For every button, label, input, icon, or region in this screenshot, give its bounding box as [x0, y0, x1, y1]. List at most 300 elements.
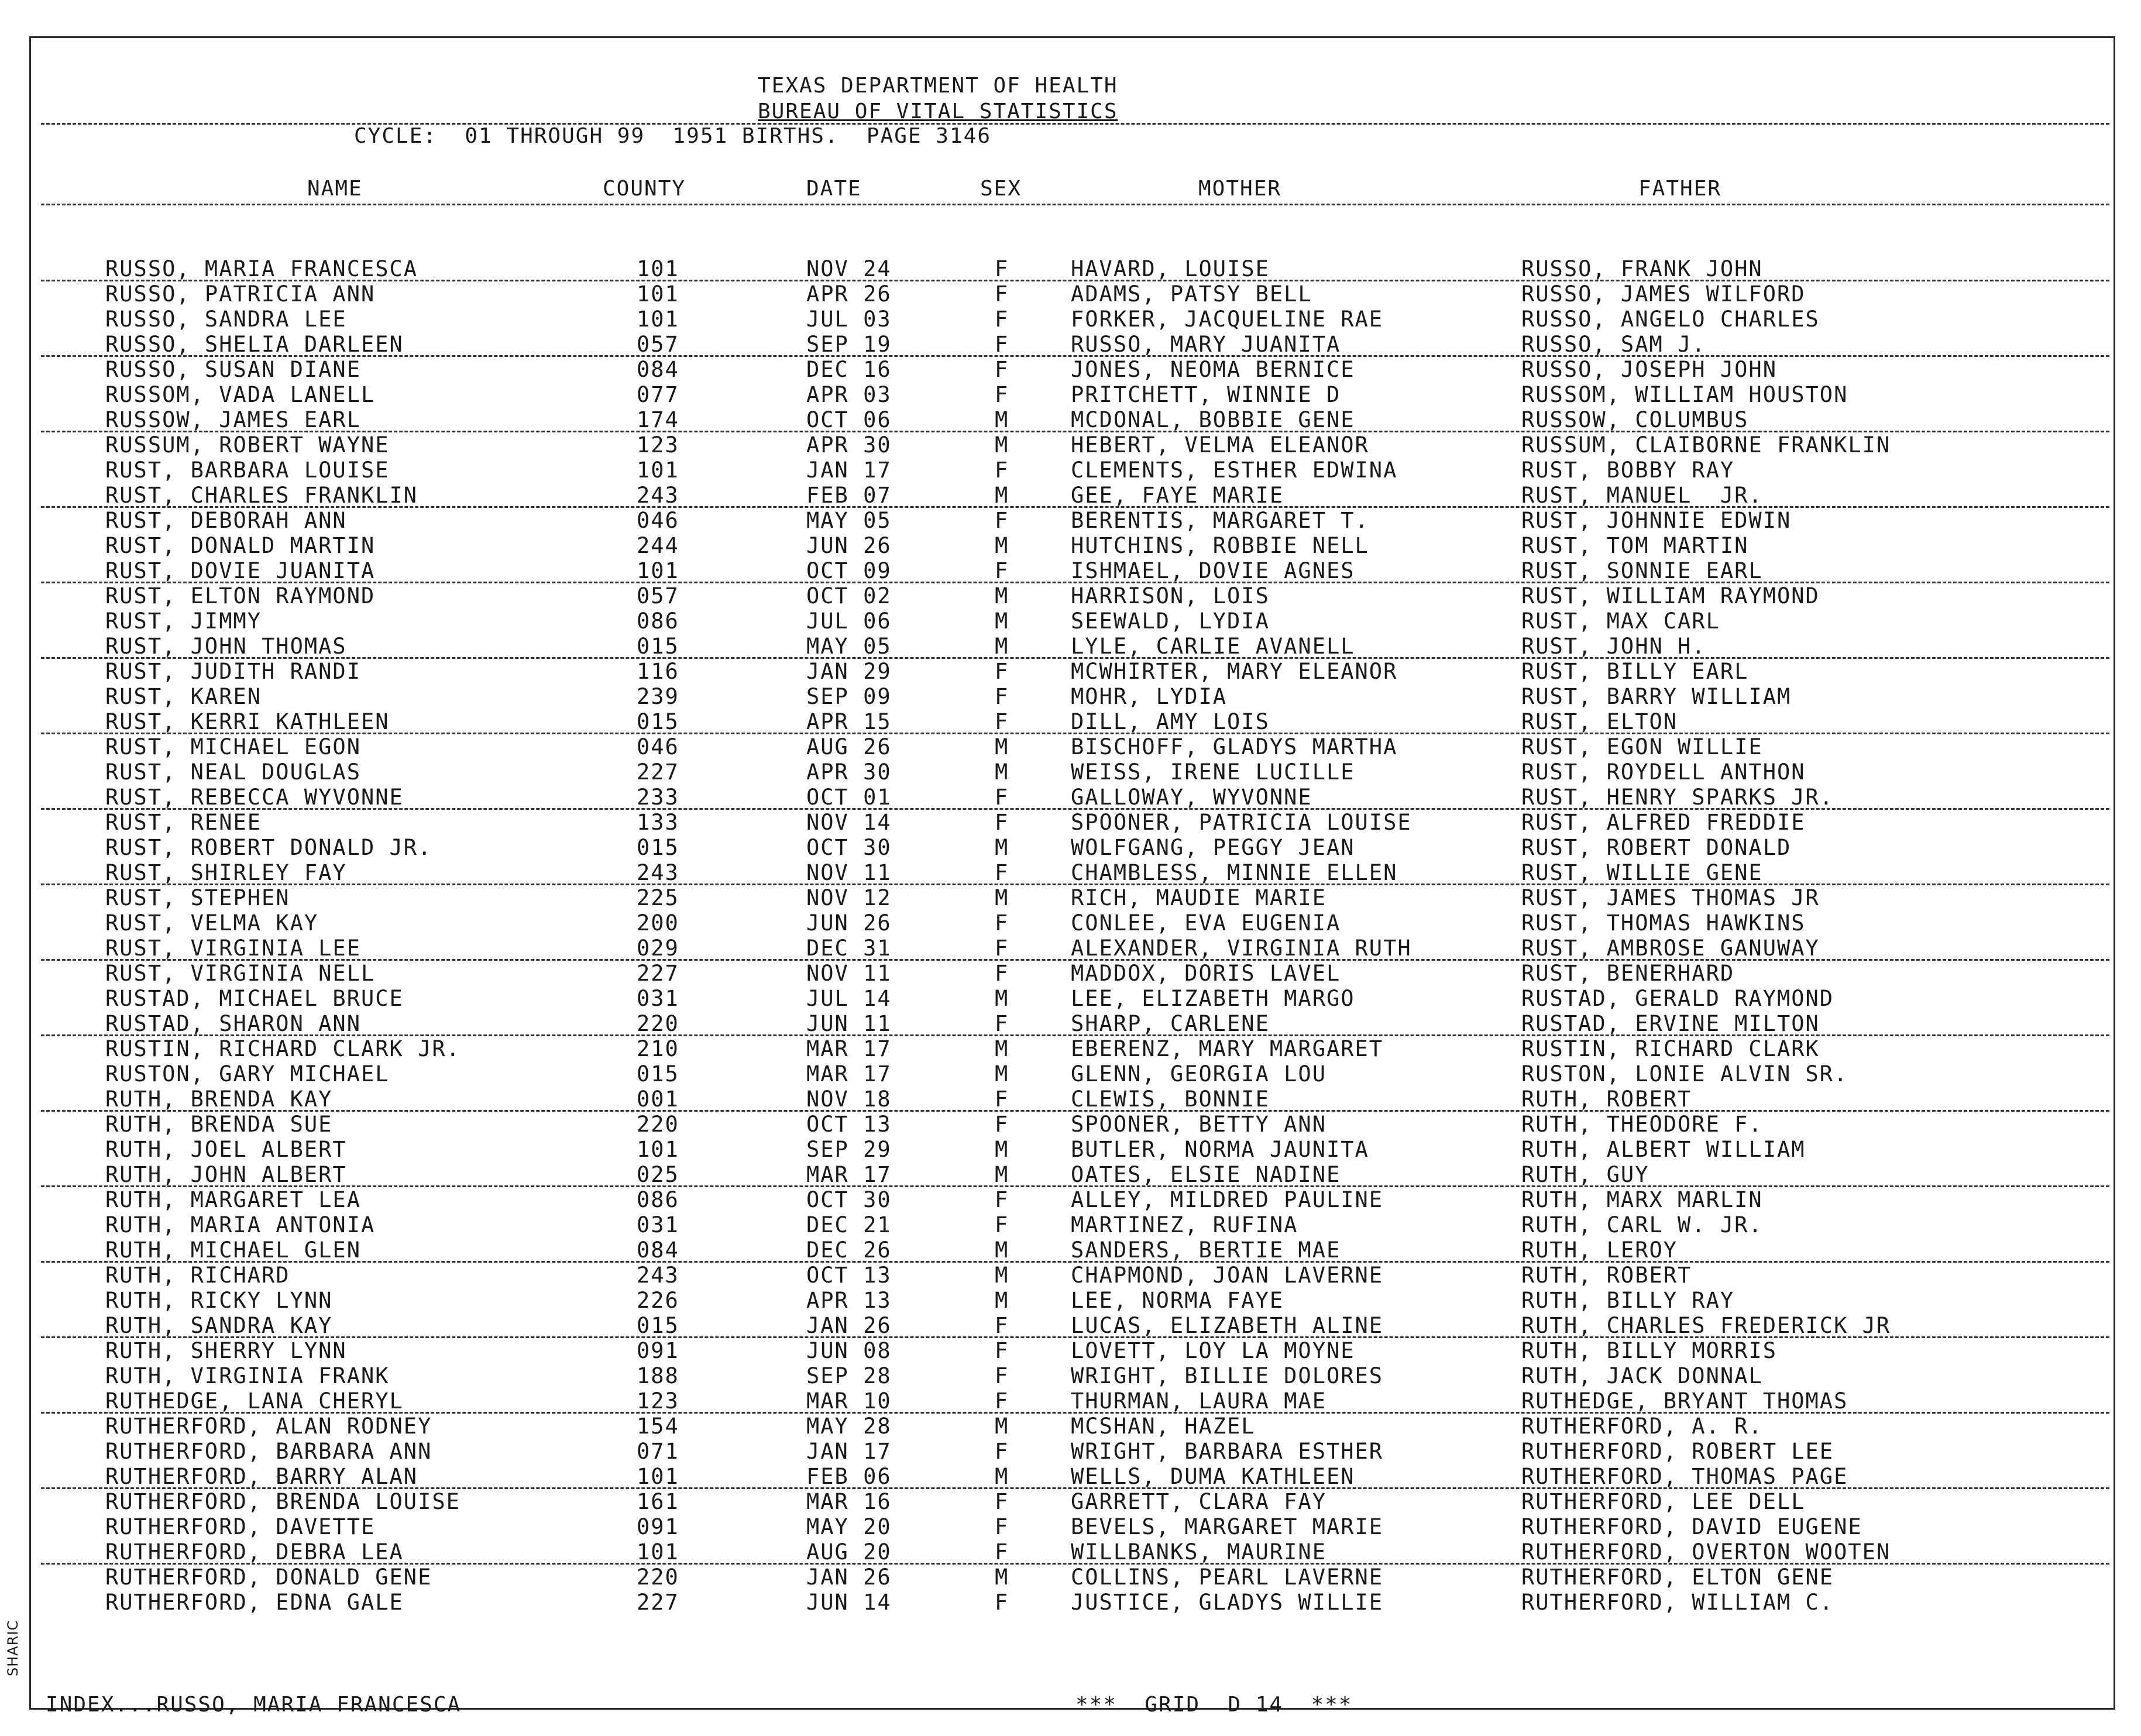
footer-grid: *** GRID D 14 ***	[1075, 1693, 1353, 1717]
cell-date: APR 03	[806, 382, 892, 407]
cell-mother: HAVARD, LOUISE	[1071, 256, 1270, 281]
cell-mother: BISCHOFF, GLADYS MARTHA	[1071, 734, 1398, 759]
cell-county: 086	[637, 1187, 679, 1212]
cell-county: 161	[637, 1489, 679, 1514]
cell-county: 046	[637, 734, 679, 759]
cell-date: AUG 26	[806, 734, 892, 759]
cell-date: JAN 29	[806, 659, 892, 684]
cell-date: MAR 17	[806, 1061, 892, 1087]
cell-name: RUSTON, GARY MICHAEL	[105, 1061, 390, 1087]
cell-name: RUST, KAREN	[105, 684, 262, 709]
cell-father: RUST, BARRY WILLIAM	[1521, 684, 1792, 709]
cell-sex: M	[995, 1565, 1009, 1590]
table-row	[0, 1414, 2141, 1439]
cell-sex: F	[995, 1187, 1009, 1212]
cell-county: 057	[637, 583, 679, 609]
cell-sex: F	[995, 508, 1009, 533]
cell-county: 133	[637, 810, 679, 835]
table-row	[0, 1036, 2141, 1061]
table-row	[0, 885, 2141, 910]
table-row	[0, 281, 2141, 307]
cell-sex: M	[995, 432, 1009, 458]
cell-mother: WRIGHT, BARBARA ESTHER	[1071, 1439, 1384, 1464]
cell-sex: M	[995, 1414, 1009, 1439]
table-row	[0, 785, 2141, 810]
cell-mother: LOVETT, LOY LA MOYNE	[1071, 1338, 1355, 1363]
table-row	[0, 1212, 2141, 1237]
cell-father: RUST, BOBBY RAY	[1521, 458, 1735, 483]
cell-sex: M	[995, 986, 1009, 1011]
cell-name: RUST, BARBARA LOUISE	[105, 458, 390, 483]
cell-mother: RUSSO, MARY JUANITA	[1071, 332, 1341, 357]
cell-date: JUL 06	[806, 609, 892, 634]
table-row	[0, 1565, 2141, 1590]
cell-mother: JUSTICE, GLADYS WILLIE	[1071, 1590, 1384, 1615]
cell-name: RUTHERFORD, DAVETTE	[105, 1514, 376, 1539]
cell-mother: CHAMBLESS, MINNIE ELLEN	[1071, 860, 1398, 885]
cell-name: RUSSO, SUSAN DIANE	[105, 357, 361, 382]
cell-sex: F	[995, 1313, 1009, 1338]
table-row	[0, 458, 2141, 483]
cell-mother: BEVELS, MARGARET MARIE	[1071, 1514, 1384, 1539]
cell-father: RUSSO, FRANK JOHN	[1521, 256, 1763, 281]
cell-date: JAN 26	[806, 1313, 892, 1338]
cell-father: RUTHERFORD, THOMAS PAGE	[1521, 1464, 1848, 1489]
cell-father: RUST, ROBERT DONALD	[1521, 835, 1792, 860]
table-row	[0, 1464, 2141, 1489]
cell-father: RUST, MANUEL JR.	[1521, 483, 1763, 508]
cell-mother: HEBERT, VELMA ELEANOR	[1071, 432, 1369, 458]
cell-mother: LUCAS, ELIZABETH ALINE	[1071, 1313, 1384, 1338]
cell-sex: M	[995, 734, 1009, 759]
cell-name: RUTH, JOEL ALBERT	[105, 1137, 347, 1162]
cell-mother: CLEWIS, BONNIE	[1071, 1087, 1270, 1112]
cell-name: RUTH, JOHN ALBERT	[105, 1162, 347, 1187]
cell-county: 091	[637, 1514, 679, 1539]
cell-county: 123	[637, 1388, 679, 1414]
cell-father: RUTHERFORD, A. R.	[1521, 1414, 1763, 1439]
cell-mother: GEE, FAYE MARIE	[1071, 483, 1284, 508]
cell-name: RUSSUM, ROBERT WAYNE	[105, 432, 390, 458]
cell-name: RUST, VIRGINIA NELL	[105, 961, 376, 986]
table-row	[0, 583, 2141, 609]
cell-county: 233	[637, 785, 679, 810]
cell-sex: F	[995, 1363, 1009, 1388]
cell-county: 154	[637, 1414, 679, 1439]
cell-sex: F	[995, 785, 1009, 810]
cell-mother: BERENTIS, MARGARET T.	[1071, 508, 1369, 533]
table-row	[0, 533, 2141, 558]
cell-sex: F	[995, 1011, 1009, 1036]
cell-sex: F	[995, 1087, 1009, 1112]
cell-name: RUST, ROBERT DONALD JR.	[105, 835, 432, 860]
cell-date: DEC 31	[806, 936, 892, 961]
cell-sex: F	[995, 558, 1009, 583]
cell-father: RUSTAD, ERVINE MILTON	[1521, 1011, 1820, 1036]
cell-sex: F	[995, 256, 1009, 281]
cell-mother: CONLEE, EVA EUGENIA	[1071, 910, 1341, 936]
cell-date: JUN 08	[806, 1338, 892, 1363]
table-row	[0, 659, 2141, 684]
cell-date: OCT 06	[806, 407, 892, 432]
cell-mother: ISHMAEL, DOVIE AGNES	[1071, 558, 1355, 583]
cell-county: 210	[637, 1036, 679, 1061]
cell-date: APR 15	[806, 709, 892, 734]
table-row	[0, 835, 2141, 860]
cell-county: 086	[637, 609, 679, 634]
cell-father: RUSSO, SAM J.	[1521, 332, 1706, 357]
cell-name: RUSSO, MARIA FRANCESCA	[105, 256, 418, 281]
cell-name: RUTH, SANDRA KAY	[105, 1313, 333, 1338]
cell-name: RUST, KERRI KATHLEEN	[105, 709, 390, 734]
cell-name: RUSSO, SANDRA LEE	[105, 307, 347, 332]
cell-name: RUST, ELTON RAYMOND	[105, 583, 376, 609]
cell-date: APR 30	[806, 432, 892, 458]
cell-father: RUST, MAX CARL	[1521, 609, 1720, 634]
cell-county: 220	[637, 1011, 679, 1036]
cell-father: RUTH, CARL W. JR.	[1521, 1212, 1763, 1237]
cell-date: NOV 18	[806, 1087, 892, 1112]
cell-county: 244	[637, 533, 679, 558]
cell-name: RUST, SHIRLEY FAY	[105, 860, 347, 885]
cell-county: 101	[637, 307, 679, 332]
cell-date: SEP 29	[806, 1137, 892, 1162]
cell-date: OCT 01	[806, 785, 892, 810]
cell-county: 015	[637, 835, 679, 860]
cell-father: RUSTON, LONIE ALVIN SR.	[1521, 1061, 1848, 1087]
cell-county: 101	[637, 281, 679, 307]
cell-mother: JONES, NEOMA BERNICE	[1071, 357, 1355, 382]
cell-date: DEC 16	[806, 357, 892, 382]
cell-mother: ALLEY, MILDRED PAULINE	[1071, 1187, 1384, 1212]
cell-sex: M	[995, 1061, 1009, 1087]
cell-county: 227	[637, 759, 679, 785]
cell-mother: SEEWALD, LYDIA	[1071, 609, 1270, 634]
table-row	[0, 1187, 2141, 1212]
cell-county: 220	[637, 1112, 679, 1137]
table-row	[0, 1539, 2141, 1565]
cell-sex: M	[995, 583, 1009, 609]
cell-father: RUSSOW, COLUMBUS	[1521, 407, 1749, 432]
cell-father: RUSSUM, CLAIBORNE FRANKLIN	[1521, 432, 1891, 458]
cell-name: RUST, JOHN THOMAS	[105, 634, 347, 659]
table-row	[0, 1338, 2141, 1363]
cell-county: 001	[637, 1087, 679, 1112]
cell-county: 101	[637, 1464, 679, 1489]
cell-name: RUTHERFORD, EDNA GALE	[105, 1590, 404, 1615]
cell-father: RUSTAD, GERALD RAYMOND	[1521, 986, 1834, 1011]
cell-sex: M	[995, 1036, 1009, 1061]
cell-sex: M	[995, 483, 1009, 508]
cell-date: SEP 19	[806, 332, 892, 357]
cell-father: RUST, WILLIAM RAYMOND	[1521, 583, 1820, 609]
cell-name: RUSSOM, VADA LANELL	[105, 382, 376, 407]
cell-mother: MADDOX, DORIS LAVEL	[1071, 961, 1341, 986]
cell-father: RUST, AMBROSE GANUWAY	[1521, 936, 1820, 961]
cell-name: RUTH, BRENDA SUE	[105, 1112, 333, 1137]
cell-father: RUST, SONNIE EARL	[1521, 558, 1763, 583]
report-title-line1: TEXAS DEPARTMENT OF HEALTH	[758, 74, 1118, 98]
cell-father: RUST, ELTON	[1521, 709, 1678, 734]
table-row	[0, 936, 2141, 961]
cell-sex: M	[995, 1263, 1009, 1288]
cell-date: MAR 17	[806, 1036, 892, 1061]
cell-name: RUST, STEPHEN	[105, 885, 290, 910]
cell-sex: F	[995, 1212, 1009, 1237]
table-row	[0, 1313, 2141, 1338]
cell-mother: WRIGHT, BILLIE DOLORES	[1071, 1363, 1384, 1388]
divider-top	[41, 123, 2109, 125]
cell-date: NOV 14	[806, 810, 892, 835]
cell-county: 116	[637, 659, 679, 684]
cell-county: 123	[637, 432, 679, 458]
cell-county: 084	[637, 357, 679, 382]
cell-county: 243	[637, 1263, 679, 1288]
cell-county: 025	[637, 1162, 679, 1187]
cell-date: NOV 11	[806, 860, 892, 885]
cell-mother: MCWHIRTER, MARY ELEANOR	[1071, 659, 1398, 684]
cell-sex: F	[995, 860, 1009, 885]
cell-sex: F	[995, 910, 1009, 936]
cell-sex: F	[995, 961, 1009, 986]
cell-father: RUTH, ALBERT WILLIAM	[1521, 1137, 1806, 1162]
cell-father: RUTH, ROBERT	[1521, 1263, 1692, 1288]
cell-sex: M	[995, 759, 1009, 785]
cell-father: RUTHERFORD, OVERTON WOOTEN	[1521, 1539, 1891, 1565]
cell-sex: M	[995, 634, 1009, 659]
divider-columns	[41, 204, 2109, 205]
cell-name: RUSSO, SHELIA DARLEEN	[105, 332, 404, 357]
cell-sex: M	[995, 1464, 1009, 1489]
col-header-sex: SEX	[980, 177, 1022, 201]
cell-sex: F	[995, 382, 1009, 407]
cell-mother: LEE, ELIZABETH MARGO	[1071, 986, 1355, 1011]
cell-mother: GARRETT, CLARA FAY	[1071, 1489, 1326, 1514]
cell-date: SEP 28	[806, 1363, 892, 1388]
cell-mother: WOLFGANG, PEGGY JEAN	[1071, 835, 1355, 860]
col-header-father: FATHER	[1638, 177, 1722, 201]
cell-father: RUTH, GUY	[1521, 1162, 1649, 1187]
cell-name: RUST, DONALD MARTIN	[105, 533, 376, 558]
cell-father: RUST, ROYDELL ANTHON	[1521, 759, 1806, 785]
cell-sex: F	[995, 936, 1009, 961]
cell-county: 101	[637, 256, 679, 281]
cell-county: 200	[637, 910, 679, 936]
cell-mother: WILLBANKS, MAURINE	[1071, 1539, 1326, 1565]
table-row	[0, 709, 2141, 734]
cell-county: 225	[637, 885, 679, 910]
cell-sex: M	[995, 1162, 1009, 1187]
cell-name: RUTH, SHERRY LYNN	[105, 1338, 347, 1363]
cell-county: 188	[637, 1363, 679, 1388]
cell-date: NOV 24	[806, 256, 892, 281]
table-row	[0, 1011, 2141, 1036]
cell-county: 057	[637, 332, 679, 357]
cell-father: RUTH, THEODORE F.	[1521, 1112, 1763, 1137]
table-row	[0, 357, 2141, 382]
cell-county: 031	[637, 986, 679, 1011]
cell-name: RUTHERFORD, BARRY ALAN	[105, 1464, 418, 1489]
cell-name: RUST, JUDITH RANDI	[105, 659, 361, 684]
cell-mother: MCSHAN, HAZEL	[1071, 1414, 1256, 1439]
table-row	[0, 332, 2141, 357]
table-row	[0, 1162, 2141, 1187]
cell-father: RUST, THOMAS HAWKINS	[1521, 910, 1806, 936]
table-row	[0, 1087, 2141, 1112]
table-row	[0, 609, 2141, 634]
cell-sex: F	[995, 810, 1009, 835]
table-row	[0, 1388, 2141, 1414]
cell-sex: F	[995, 1338, 1009, 1363]
cell-county: 243	[637, 860, 679, 885]
cell-mother: COLLINS, PEARL LAVERNE	[1071, 1565, 1384, 1590]
table-row	[0, 759, 2141, 785]
cell-father: RUST, BENERHARD	[1521, 961, 1735, 986]
cell-sex: F	[995, 332, 1009, 357]
cell-mother: WEISS, IRENE LUCILLE	[1071, 759, 1355, 785]
cell-sex: M	[995, 1237, 1009, 1263]
cell-mother: GALLOWAY, WYVONNE	[1071, 785, 1312, 810]
cell-name: RUST, MICHAEL EGON	[105, 734, 361, 759]
cell-sex: M	[995, 407, 1009, 432]
table-row	[0, 307, 2141, 332]
col-header-name: NAME	[307, 177, 363, 201]
cell-father: RUTH, BILLY MORRIS	[1521, 1338, 1777, 1363]
table-row	[0, 432, 2141, 458]
cell-date: OCT 13	[806, 1112, 892, 1137]
cell-mother: SHARP, CARLENE	[1071, 1011, 1270, 1036]
cell-name: RUSSOW, JAMES EARL	[105, 407, 361, 432]
cell-date: MAY 20	[806, 1514, 892, 1539]
cell-sex: F	[995, 458, 1009, 483]
cell-name: RUSTAD, SHARON ANN	[105, 1011, 361, 1036]
cell-sex: M	[995, 885, 1009, 910]
cell-date: DEC 21	[806, 1212, 892, 1237]
cell-sex: F	[995, 1489, 1009, 1514]
cell-sex: F	[995, 1112, 1009, 1137]
cell-father: RUTHEDGE, BRYANT THOMAS	[1521, 1388, 1848, 1414]
cell-county: 101	[637, 558, 679, 583]
cell-name: RUTHERFORD, BRENDA LOUISE	[105, 1489, 460, 1514]
cell-name: RUTH, RICKY LYNN	[105, 1288, 333, 1313]
table-row	[0, 634, 2141, 659]
table-row	[0, 860, 2141, 885]
cell-sex: F	[995, 281, 1009, 307]
cell-date: DEC 26	[806, 1237, 892, 1263]
cell-sex: M	[995, 835, 1009, 860]
cell-mother: SPOONER, PATRICIA LOUISE	[1071, 810, 1412, 835]
cell-mother: CLEMENTS, ESTHER EDWINA	[1071, 458, 1398, 483]
cell-date: MAR 16	[806, 1489, 892, 1514]
cell-county: 239	[637, 684, 679, 709]
cell-mother: HUTCHINS, ROBBIE NELL	[1071, 533, 1369, 558]
cell-date: JUN 11	[806, 1011, 892, 1036]
cell-date: JUL 14	[806, 986, 892, 1011]
cell-date: JUL 03	[806, 307, 892, 332]
cell-sex: M	[995, 533, 1009, 558]
cell-name: RUTH, RICHARD	[105, 1263, 290, 1288]
cell-father: RUST, EGON WILLIE	[1521, 734, 1763, 759]
cell-mother: CHAPMOND, JOAN LAVERNE	[1071, 1263, 1384, 1288]
cell-name: RUTH, MICHAEL GLEN	[105, 1237, 361, 1263]
col-header-date: DATE	[806, 177, 862, 201]
cell-name: RUSTIN, RICHARD CLARK JR.	[105, 1036, 460, 1061]
cell-name: RUST, DOVIE JUANITA	[105, 558, 376, 583]
cell-county: 015	[637, 709, 679, 734]
cell-date: MAY 05	[806, 634, 892, 659]
table-row	[0, 1590, 2141, 1615]
cell-date: MAY 05	[806, 508, 892, 533]
cell-father: RUTHERFORD, WILLIAM C.	[1521, 1590, 1834, 1615]
cell-father: RUTHERFORD, ROBERT LEE	[1521, 1439, 1834, 1464]
cell-father: RUST, TOM MARTIN	[1521, 533, 1749, 558]
cycle-line: CYCLE: 01 THROUGH 99 1951 BIRTHS. PAGE 3146	[354, 124, 991, 148]
cell-county: 071	[637, 1439, 679, 1464]
cell-mother: LYLE, CARLIE AVANELL	[1071, 634, 1355, 659]
cell-date: AUG 20	[806, 1539, 892, 1565]
cell-father: RUTH, CHARLES FREDERICK JR	[1521, 1313, 1891, 1338]
cell-date: JUN 14	[806, 1590, 892, 1615]
cell-mother: SANDERS, BERTIE MAE	[1071, 1237, 1341, 1263]
cell-county: 029	[637, 936, 679, 961]
cell-sex: F	[995, 659, 1009, 684]
cell-date: JAN 17	[806, 458, 892, 483]
cell-county: 084	[637, 1237, 679, 1263]
cell-date: JUN 26	[806, 910, 892, 936]
cell-name: RUSTAD, MICHAEL BRUCE	[105, 986, 404, 1011]
cell-county: 015	[637, 1313, 679, 1338]
table-row	[0, 734, 2141, 759]
cell-date: OCT 02	[806, 583, 892, 609]
cell-sex: F	[995, 357, 1009, 382]
cell-mother: OATES, ELSIE NADINE	[1071, 1162, 1341, 1187]
table-row	[0, 1061, 2141, 1087]
cell-county: 091	[637, 1338, 679, 1363]
cell-name: RUTHEDGE, LANA CHERYL	[105, 1388, 404, 1414]
cell-mother: LEE, NORMA FAYE	[1071, 1288, 1284, 1313]
cell-name: RUSSO, PATRICIA ANN	[105, 281, 376, 307]
cell-father: RUTH, ROBERT	[1521, 1087, 1692, 1112]
side-label: SHARIC	[5, 1620, 21, 1676]
cell-county: 077	[637, 382, 679, 407]
cell-father: RUSSO, JAMES WILFORD	[1521, 281, 1806, 307]
cell-date: OCT 30	[806, 835, 892, 860]
cell-father: RUTH, LEROY	[1521, 1237, 1678, 1263]
cell-sex: M	[995, 1288, 1009, 1313]
cell-date: NOV 12	[806, 885, 892, 910]
cell-sex: M	[995, 1137, 1009, 1162]
cell-mother: MOHR, LYDIA	[1071, 684, 1228, 709]
cell-father: RUSTIN, RICHARD CLARK	[1521, 1036, 1820, 1061]
cell-mother: HARRISON, LOIS	[1071, 583, 1270, 609]
cell-county: 015	[637, 634, 679, 659]
cell-date: MAR 17	[806, 1162, 892, 1187]
cell-name: RUTH, VIRGINIA FRANK	[105, 1363, 390, 1388]
footer-index: INDEX...RUSSO, MARIA FRANCESCA	[46, 1693, 462, 1717]
cell-sex: F	[995, 709, 1009, 734]
cell-date: JAN 26	[806, 1565, 892, 1590]
cell-name: RUST, DEBORAH ANN	[105, 508, 347, 533]
cell-name: RUTHERFORD, BARBARA ANN	[105, 1439, 432, 1464]
table-row	[0, 1112, 2141, 1137]
table-row	[0, 910, 2141, 936]
table-row	[0, 1489, 2141, 1514]
cell-mother: ADAMS, PATSY BELL	[1071, 281, 1312, 307]
cell-name: RUTHERFORD, ALAN RODNEY	[105, 1414, 432, 1439]
table-row	[0, 1237, 2141, 1263]
cell-date: APR 13	[806, 1288, 892, 1313]
cell-county: 101	[637, 1137, 679, 1162]
